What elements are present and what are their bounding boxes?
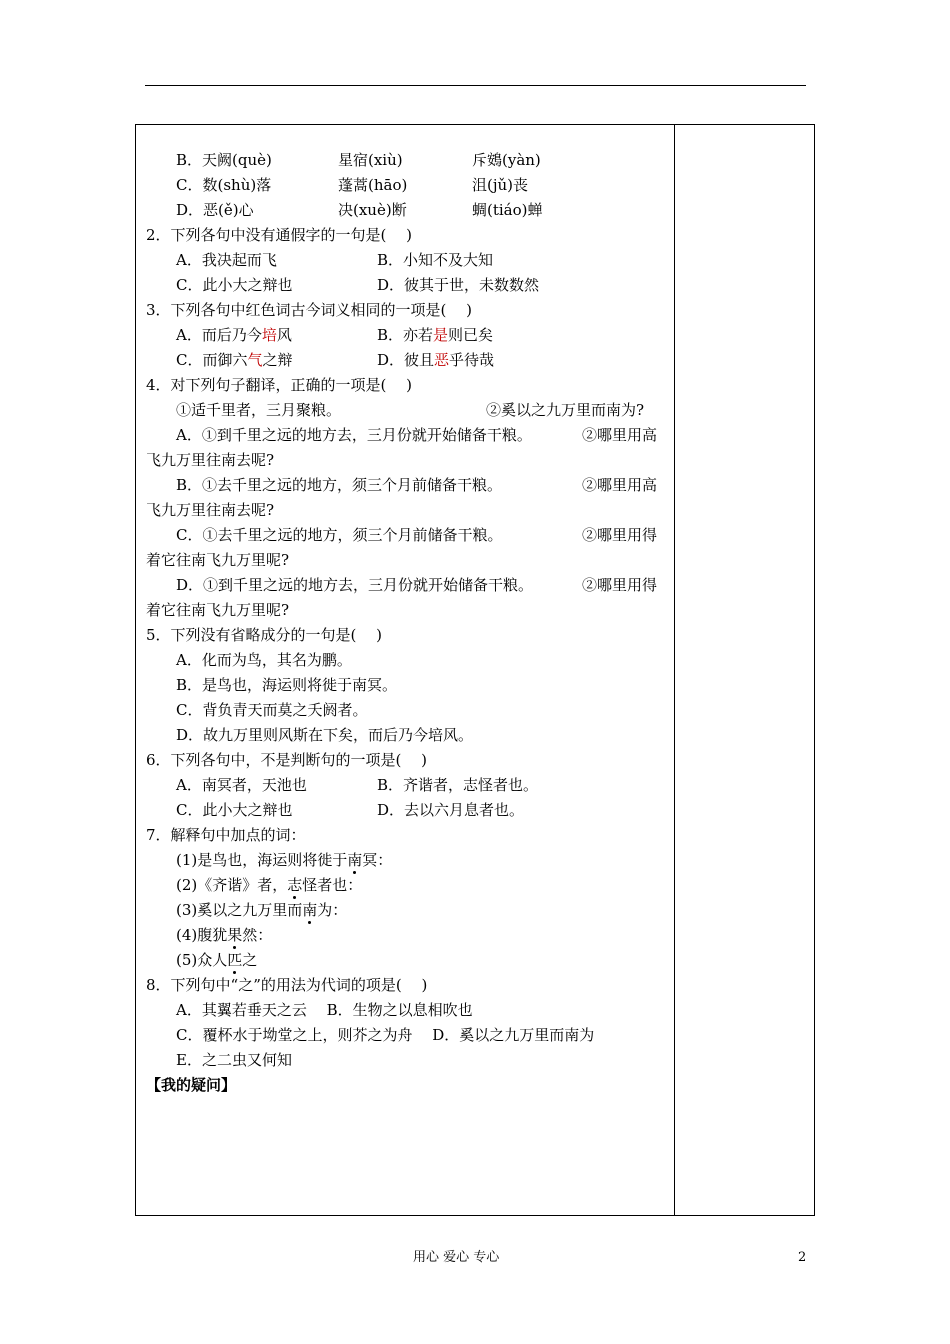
q8-option-e: E．之二虫又何知 — [176, 1051, 292, 1069]
highlighted-word: 恶 — [434, 351, 450, 369]
dotted-word: 志 — [287, 876, 303, 894]
highlighted-word: 培 — [261, 326, 277, 344]
worksheet-table: B．天阙(què) 星宿(xiù) 斥鴳(yàn) C．数(shù)落 蓬蒿(hāo) 沮(jǔ)丧 D．恶(ě)心 决(xuè)断 蜩(tiáo)蝉 2．下列各句中没有通假字的一句是( ) A．我决起而飞 B．小知不及大知 C．此小大之辩也 D．彼其于世，未数数然 3．下列各句中红色词古今词义相同的一项是( ) A．而后乃今培风 B．亦若是则已矣 C．而御六气之辩 D．彼且恶乎待哉 4．对下列句子翻译，正确的一项是( ) ①适千里者，三月聚粮。 ②奚以之九万里而南为? A．①到千里之远的地方去，三月份就开始储备干粮。 ②哪里用高 飞九万里往南去呢? B．①去千里之远的地方，须三个月前储备干粮。 ②哪里用高 飞九万里往南去呢? C．①去千里之远的地方，须三个月前储备干粮。 ②哪里用得 着它往南飞九万里呢? D．①到千里之远的地方去，三月份就开始储备干粮。 ②哪里用得 着它往南飞九万里呢? 5．下列没有省略成分的一句是( ) A．化而为鸟，其名为鹏。 B．是鸟也，海运则将徙于南冥。 C．背负青天而莫之夭阏者。 D．故九万里则风斯在下矣，而后乃今培风。 6．下列各句中，不是判断句的一项是( ) A．南冥者，天池也 B．齐谐者，志怪者也。 C．此小大之辩也 D．去以六月息者也。 7．解释句中加点的词： (1)是鸟也，海运则将徙于南冥： (2)《齐谐》者，志怪者也： (3)奚以之九万里而南为： (4)腹犹果然： (5)众人匹之 8．下列句中“之”的用法为代词的项是( ) A．其翼若垂天之云 B．生物之以息相吹也 C．覆杯水于坳堂之上，则芥之为舟 D．奚以之九万里而南为 E．之二虫又何知 【我的疑问】 — [135, 124, 815, 1216]
q5-option-a: A．化而为鸟，其名为鹏。 — [176, 651, 352, 669]
q4-option-b: B．①去千里之远的地方，须三个月前储备干粮。 — [176, 476, 503, 494]
q7-item-1: (1)是鸟也，海运则将徙于南冥： — [176, 851, 393, 869]
q2-option-c: C．此小大之辩也 — [176, 276, 293, 294]
q4-sentence-1: ①适千里者，三月聚粮。 — [176, 401, 342, 419]
q2-option-d: D．彼其于世，未数数然 — [377, 276, 540, 294]
q4-option-b-part2: ②哪里用高 — [582, 476, 658, 494]
highlighted-word: 气 — [247, 351, 263, 369]
q7-item-2: (2)《齐谐》者，志怪者也： — [176, 876, 363, 894]
q6-option-d: D．去以六月息者也。 — [377, 801, 525, 819]
q4-option-d: D．①到千里之远的地方去，三月份就开始储备干粮。 — [176, 576, 534, 594]
q4-option-a: A．①到千里之远的地方去，三月份就开始储备干粮。 — [176, 426, 532, 444]
q5-option-b: B．是鸟也，海运则将徙于南冥。 — [176, 676, 398, 694]
q2-option-b: B．小知不及大知 — [377, 251, 494, 269]
q8-stem: 8．下列句中“之”的用法为代词的项是( ) — [146, 976, 428, 994]
q3-option-d: D．彼且恶乎待哉 — [377, 351, 495, 369]
q2-stem: 2．下列各句中没有通假字的一句是( ) — [146, 226, 413, 244]
q4-option-b-cont: 飞九万里往南去呢? — [146, 501, 275, 519]
q4-option-a-part2: ②哪里用高 — [582, 426, 658, 444]
q3-option-b: B．亦若是则已矣 — [377, 326, 494, 344]
q3-option-a: A．而后乃今培风 — [176, 326, 292, 344]
q6-option-b: B．齐谐者，志怪者也。 — [377, 776, 539, 794]
dotted-word: 南 — [347, 851, 363, 869]
q7-item-3: (3)奚以之九万里而南为： — [176, 901, 348, 919]
q5-option-c: C．背负青天而莫之夭阏者。 — [176, 701, 368, 719]
dotted-word: 匹 — [227, 951, 243, 969]
q4-option-a-cont: 飞九万里往南去呢? — [146, 451, 275, 469]
q4-option-d-part2: ②哪里用得 — [582, 576, 658, 594]
dotted-word: 南 — [302, 901, 318, 919]
q4-sentence-2: ②奚以之九万里而南为? — [486, 401, 645, 419]
q4-stem: 4．对下列句子翻译，正确的一项是( ) — [146, 376, 413, 394]
page-number: 2 — [798, 1250, 807, 1265]
q6-option-a: A．南冥者，天池也 — [176, 776, 307, 794]
footer-motto: 用心 爱心 专心 — [413, 1250, 500, 1265]
q4-option-d-cont: 着它往南飞九万里呢? — [146, 601, 290, 619]
q5-stem: 5．下列没有省略成分的一句是( ) — [146, 626, 383, 644]
q6-stem: 6．下列各句中，不是判断句的一项是( ) — [146, 751, 428, 769]
q2-option-a: A．我决起而飞 — [176, 251, 277, 269]
header-rule — [145, 85, 806, 86]
q4-option-c: C．①去千里之远的地方，须三个月前储备干粮。 — [176, 526, 503, 544]
q3-option-c: C．而御六气之辩 — [176, 351, 293, 369]
q6-option-c: C．此小大之辩也 — [176, 801, 293, 819]
q8-options-cd: C．覆杯水于坳堂之上，则芥之为舟 D．奚以之九万里而南为 — [176, 1026, 595, 1044]
my-questions-heading: 【我的疑问】 — [146, 1076, 237, 1094]
q4-option-c-part2: ②哪里用得 — [582, 526, 658, 544]
q8-options-ab: A．其翼若垂天之云 B．生物之以息相吹也 — [176, 1001, 473, 1019]
highlighted-word: 是 — [433, 326, 449, 344]
column-divider — [674, 125, 675, 1215]
q7-stem: 7．解释句中加点的词： — [146, 826, 306, 844]
q3-stem: 3．下列各句中红色词古今词义相同的一项是( ) — [146, 301, 473, 319]
q7-item-5: (5)众人匹之 — [176, 951, 258, 969]
q5-option-d: D．故九万里则风斯在下矣，而后乃今培风。 — [176, 726, 474, 744]
q4-option-c-cont: 着它往南飞九万里呢? — [146, 551, 290, 569]
dotted-word: 果 — [227, 926, 243, 944]
q7-item-4: (4)腹犹果然： — [176, 926, 273, 944]
